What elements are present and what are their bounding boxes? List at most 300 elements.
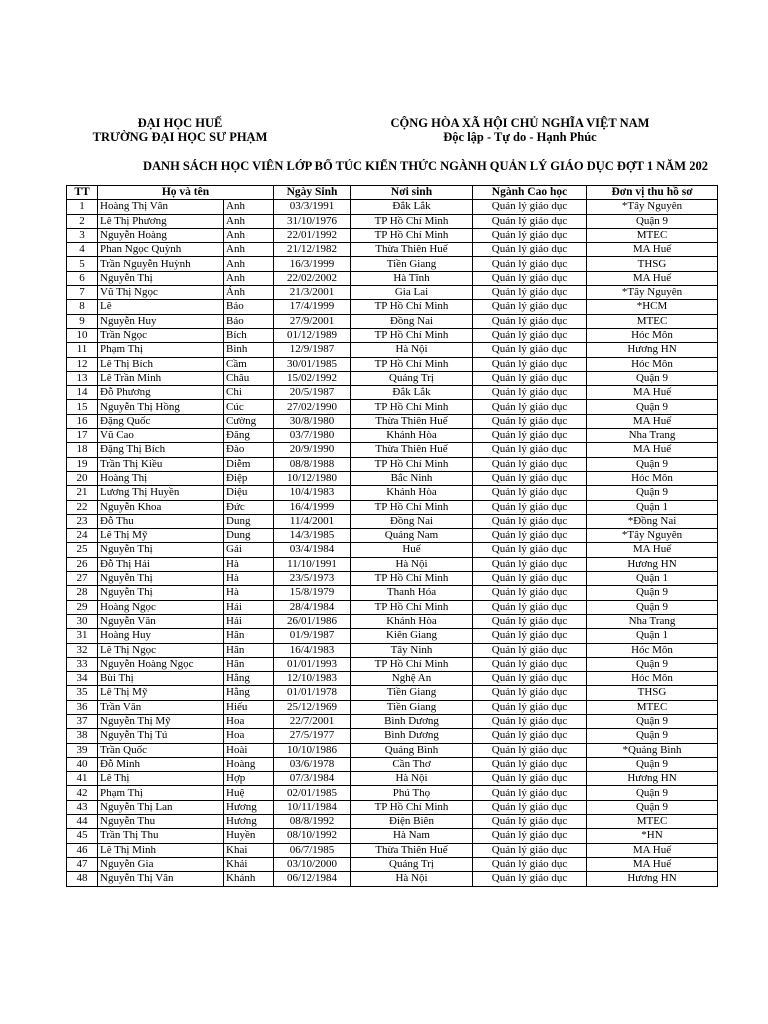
cell-given-name: Diễm bbox=[224, 457, 274, 471]
cell-birth-place: Bình Dương bbox=[351, 714, 473, 728]
university-name: ĐẠI HỌC HUẾ bbox=[137, 116, 223, 130]
cell-birth-place: Bắc Ninh bbox=[351, 471, 473, 485]
cell-unit: Quận 9 bbox=[587, 786, 718, 800]
cell-given-name: Điệp bbox=[224, 471, 274, 485]
cell-birth-place: Khánh Hòa bbox=[351, 614, 473, 628]
cell-tt: 12 bbox=[67, 357, 98, 371]
cell-birth-date: 31/10/1976 bbox=[274, 214, 351, 228]
cell-family-name: Phạm Thị bbox=[98, 786, 224, 800]
cell-birth-place: TP Hồ Chí Minh bbox=[351, 300, 473, 314]
cell-family-name: Lê Thị Mỹ bbox=[98, 686, 224, 700]
table-row bbox=[67, 429, 718, 443]
cell-unit: Quận 9 bbox=[587, 714, 718, 728]
cell-birth-place: Tiền Giang bbox=[351, 257, 473, 271]
cell-birth-date: 30/01/1985 bbox=[274, 357, 351, 371]
cell-tt: 27 bbox=[67, 572, 98, 586]
cell-family-name: Nguyễn Hoàng bbox=[98, 228, 224, 242]
cell-birth-place: TP Hồ Chí Minh bbox=[351, 400, 473, 414]
table-row bbox=[67, 557, 718, 571]
cell-birth-date: 16/4/1999 bbox=[274, 500, 351, 514]
table-row bbox=[67, 757, 718, 771]
table-row bbox=[67, 271, 718, 285]
cell-tt: 13 bbox=[67, 371, 98, 385]
table-row bbox=[67, 300, 718, 314]
cell-major: Quản lý giáo dục bbox=[473, 829, 587, 843]
cell-birth-date: 10/12/1980 bbox=[274, 471, 351, 485]
cell-birth-place: Điện Biên bbox=[351, 815, 473, 829]
cell-family-name: Phan Ngọc Quỳnh bbox=[98, 243, 224, 257]
cell-given-name: Hợp bbox=[224, 772, 274, 786]
header-tt: TT bbox=[67, 186, 98, 200]
cell-family-name: Lê Thị Minh bbox=[98, 843, 224, 857]
cell-major: Quản lý giáo dục bbox=[473, 843, 587, 857]
cell-tt: 45 bbox=[67, 829, 98, 843]
table-row bbox=[67, 600, 718, 614]
cell-unit: *Tây Nguyên bbox=[587, 529, 718, 543]
cell-major: Quản lý giáo dục bbox=[473, 672, 587, 686]
cell-major: Quản lý giáo dục bbox=[473, 572, 587, 586]
cell-family-name: Nguyễn Thị bbox=[98, 543, 224, 557]
cell-birth-date: 16/4/1983 bbox=[274, 643, 351, 657]
cell-major: Quản lý giáo dục bbox=[473, 629, 587, 643]
table-row bbox=[67, 443, 718, 457]
cell-unit: Quận 9 bbox=[587, 371, 718, 385]
cell-birth-date: 30/8/1980 bbox=[274, 414, 351, 428]
cell-unit: Quận 9 bbox=[587, 214, 718, 228]
cell-given-name: Dung bbox=[224, 514, 274, 528]
cell-tt: 35 bbox=[67, 686, 98, 700]
table-row bbox=[67, 857, 718, 871]
cell-birth-date: 16/3/1999 bbox=[274, 257, 351, 271]
cell-birth-date: 03/10/2000 bbox=[274, 857, 351, 871]
cell-unit: *Đồng Nai bbox=[587, 514, 718, 528]
cell-birth-date: 01/12/1989 bbox=[274, 328, 351, 342]
cell-tt: 40 bbox=[67, 757, 98, 771]
cell-birth-place: TP Hồ Chí Minh bbox=[351, 657, 473, 671]
cell-unit: THSG bbox=[587, 686, 718, 700]
cell-birth-date: 20/9/1990 bbox=[274, 443, 351, 457]
cell-family-name: Nguyễn Thị bbox=[98, 572, 224, 586]
cell-given-name: Hằng bbox=[224, 686, 274, 700]
cell-major: Quản lý giáo dục bbox=[473, 815, 587, 829]
cell-birth-date: 08/10/1992 bbox=[274, 829, 351, 843]
table-row bbox=[67, 514, 718, 528]
cell-given-name: Bích bbox=[224, 328, 274, 342]
cell-family-name: Phạm Thị bbox=[98, 343, 224, 357]
cell-family-name: Vũ Cao bbox=[98, 429, 224, 443]
table-row bbox=[67, 729, 718, 743]
cell-birth-place: Thanh Hóa bbox=[351, 586, 473, 600]
cell-major: Quản lý giáo dục bbox=[473, 872, 587, 886]
cell-tt: 19 bbox=[67, 457, 98, 471]
table-row bbox=[67, 414, 718, 428]
cell-family-name: Nguyễn Thị Hồng bbox=[98, 400, 224, 414]
cell-given-name: Anh bbox=[224, 214, 274, 228]
cell-family-name: Đỗ Thu bbox=[98, 514, 224, 528]
cell-major: Quản lý giáo dục bbox=[473, 786, 587, 800]
cell-tt: 7 bbox=[67, 286, 98, 300]
cell-birth-place: Cần Thơ bbox=[351, 757, 473, 771]
cell-unit: MA Huế bbox=[587, 243, 718, 257]
cell-given-name: Hải bbox=[224, 600, 274, 614]
cell-unit: *HN bbox=[587, 829, 718, 843]
cell-family-name: Nguyễn Khoa bbox=[98, 500, 224, 514]
cell-family-name: Nguyễn Thị Tú bbox=[98, 729, 224, 743]
cell-given-name: Hoàng bbox=[224, 757, 274, 771]
cell-unit: MA Huế bbox=[587, 543, 718, 557]
cell-birth-place: Quảng Trị bbox=[351, 857, 473, 871]
table-row bbox=[67, 800, 718, 814]
cell-major: Quản lý giáo dục bbox=[473, 743, 587, 757]
cell-unit: Quận 9 bbox=[587, 486, 718, 500]
header-full-name: Họ và tên bbox=[98, 186, 274, 200]
cell-unit: Nha Trang bbox=[587, 429, 718, 443]
cell-given-name: Bảo bbox=[224, 314, 274, 328]
cell-major: Quản lý giáo dục bbox=[473, 328, 587, 342]
cell-major: Quản lý giáo dục bbox=[473, 614, 587, 628]
cell-given-name: Hoa bbox=[224, 729, 274, 743]
cell-unit: MTEC bbox=[587, 228, 718, 242]
cell-birth-date: 06/7/1985 bbox=[274, 843, 351, 857]
header-birth-place: Nơi sinh bbox=[351, 186, 473, 200]
cell-birth-date: 28/4/1984 bbox=[274, 600, 351, 614]
table-row bbox=[67, 872, 718, 886]
cell-given-name: Cầm bbox=[224, 357, 274, 371]
cell-birth-date: 23/5/1973 bbox=[274, 572, 351, 586]
cell-family-name: Đặng Thị Bích bbox=[98, 443, 224, 457]
cell-family-name: Lê Thị Mỹ bbox=[98, 529, 224, 543]
cell-given-name: Ánh bbox=[224, 286, 274, 300]
cell-major: Quản lý giáo dục bbox=[473, 429, 587, 443]
cell-major: Quản lý giáo dục bbox=[473, 343, 587, 357]
table-row bbox=[67, 543, 718, 557]
cell-birth-place: Hà Nam bbox=[351, 829, 473, 843]
cell-major: Quản lý giáo dục bbox=[473, 714, 587, 728]
cell-birth-date: 03/4/1984 bbox=[274, 543, 351, 557]
cell-given-name: Anh bbox=[224, 271, 274, 285]
cell-birth-place: Thừa Thiên Huế bbox=[351, 414, 473, 428]
cell-tt: 9 bbox=[67, 314, 98, 328]
cell-unit: *HCM bbox=[587, 300, 718, 314]
cell-birth-date: 01/01/1993 bbox=[274, 657, 351, 671]
cell-major: Quản lý giáo dục bbox=[473, 586, 587, 600]
cell-given-name: Hoài bbox=[224, 743, 274, 757]
cell-unit: MA Huế bbox=[587, 857, 718, 871]
table-row bbox=[67, 228, 718, 242]
cell-given-name: Anh bbox=[224, 200, 274, 214]
table-row bbox=[67, 471, 718, 485]
cell-given-name: Đào bbox=[224, 443, 274, 457]
cell-major: Quản lý giáo dục bbox=[473, 457, 587, 471]
table-row bbox=[67, 772, 718, 786]
cell-major: Quản lý giáo dục bbox=[473, 214, 587, 228]
table-row bbox=[67, 200, 718, 214]
cell-major: Quản lý giáo dục bbox=[473, 529, 587, 543]
cell-family-name: Lê Thị Ngọc bbox=[98, 643, 224, 657]
cell-birth-date: 27/9/2001 bbox=[274, 314, 351, 328]
cell-unit: Hóc Môn bbox=[587, 672, 718, 686]
cell-birth-date: 17/4/1999 bbox=[274, 300, 351, 314]
cell-birth-date: 07/3/1984 bbox=[274, 772, 351, 786]
cell-birth-date: 01/9/1987 bbox=[274, 629, 351, 643]
cell-family-name: Trần Ngọc bbox=[98, 328, 224, 342]
cell-major: Quản lý giáo dục bbox=[473, 643, 587, 657]
cell-tt: 15 bbox=[67, 400, 98, 414]
cell-birth-place: Đồng Nai bbox=[351, 314, 473, 328]
cell-major: Quản lý giáo dục bbox=[473, 543, 587, 557]
cell-family-name: Nguyễn Văn bbox=[98, 614, 224, 628]
table-header-row bbox=[67, 186, 718, 200]
table-row bbox=[67, 643, 718, 657]
table-row bbox=[67, 686, 718, 700]
cell-given-name: Bảo bbox=[224, 300, 274, 314]
cell-birth-place: Hà Tĩnh bbox=[351, 271, 473, 285]
cell-birth-place: Quảng Trị bbox=[351, 371, 473, 385]
table-row bbox=[67, 629, 718, 643]
cell-family-name: Lê bbox=[98, 300, 224, 314]
cell-family-name: Hoàng Huy bbox=[98, 629, 224, 643]
cell-birth-date: 15/8/1979 bbox=[274, 586, 351, 600]
cell-given-name: Diệu bbox=[224, 486, 274, 500]
cell-unit: THSG bbox=[587, 257, 718, 271]
cell-birth-place: Kiên Giang bbox=[351, 629, 473, 643]
cell-major: Quản lý giáo dục bbox=[473, 486, 587, 500]
cell-major: Quản lý giáo dục bbox=[473, 228, 587, 242]
cell-birth-place: Hà Nội bbox=[351, 872, 473, 886]
cell-tt: 44 bbox=[67, 815, 98, 829]
cell-birth-date: 20/5/1987 bbox=[274, 386, 351, 400]
cell-major: Quản lý giáo dục bbox=[473, 300, 587, 314]
cell-birth-place: TP Hồ Chí Minh bbox=[351, 500, 473, 514]
cell-given-name: Huyền bbox=[224, 829, 274, 843]
table-row bbox=[67, 672, 718, 686]
cell-given-name: Châu bbox=[224, 371, 274, 385]
cell-major: Quản lý giáo dục bbox=[473, 314, 587, 328]
cell-major: Quản lý giáo dục bbox=[473, 557, 587, 571]
cell-birth-date: 01/01/1978 bbox=[274, 686, 351, 700]
table-body bbox=[67, 200, 718, 886]
cell-family-name: Trần Văn bbox=[98, 700, 224, 714]
cell-major: Quản lý giáo dục bbox=[473, 500, 587, 514]
cell-birth-date: 22/7/2001 bbox=[274, 714, 351, 728]
cell-major: Quản lý giáo dục bbox=[473, 243, 587, 257]
cell-given-name: Hằng bbox=[224, 672, 274, 686]
cell-tt: 37 bbox=[67, 714, 98, 728]
cell-tt: 34 bbox=[67, 672, 98, 686]
student-roster-table bbox=[66, 185, 718, 887]
cell-given-name: Gái bbox=[224, 543, 274, 557]
table-row bbox=[67, 815, 718, 829]
cell-birth-place: Thừa Thiên Huế bbox=[351, 243, 473, 257]
cell-family-name: Trần Thị Thu bbox=[98, 829, 224, 843]
cell-given-name: Cúc bbox=[224, 400, 274, 414]
cell-birth-date: 26/01/1986 bbox=[274, 614, 351, 628]
cell-unit: MA Huế bbox=[587, 843, 718, 857]
cell-major: Quản lý giáo dục bbox=[473, 257, 587, 271]
document-title: DANH SÁCH HỌC VIÊN LỚP BỔ TÚC KIẾN THỨC NGÀNH QUẢN LÝ GIÁO DỤC ĐỢT 1 NĂM 202 bbox=[143, 159, 708, 173]
cell-tt: 4 bbox=[67, 243, 98, 257]
table-row bbox=[67, 843, 718, 857]
table-row bbox=[67, 829, 718, 843]
cell-given-name: Hương bbox=[224, 800, 274, 814]
cell-family-name: Trần Nguyễn Huỳnh bbox=[98, 257, 224, 271]
cell-tt: 43 bbox=[67, 800, 98, 814]
cell-unit: Hóc Môn bbox=[587, 643, 718, 657]
cell-family-name: Lê Thị bbox=[98, 772, 224, 786]
cell-tt: 29 bbox=[67, 600, 98, 614]
cell-major: Quản lý giáo dục bbox=[473, 600, 587, 614]
table-row bbox=[67, 371, 718, 385]
cell-birth-place: Hà Nội bbox=[351, 343, 473, 357]
cell-major: Quản lý giáo dục bbox=[473, 271, 587, 285]
cell-given-name: Hà bbox=[224, 572, 274, 586]
cell-birth-date: 21/12/1982 bbox=[274, 243, 351, 257]
cell-major: Quản lý giáo dục bbox=[473, 357, 587, 371]
table-row bbox=[67, 314, 718, 328]
table-row bbox=[67, 500, 718, 514]
cell-unit: MTEC bbox=[587, 815, 718, 829]
cell-major: Quản lý giáo dục bbox=[473, 471, 587, 485]
school-name: TRƯỜNG ĐẠI HỌC SƯ PHẠM bbox=[92, 130, 268, 144]
cell-major: Quản lý giáo dục bbox=[473, 514, 587, 528]
table-row bbox=[67, 614, 718, 628]
cell-birth-date: 27/02/1990 bbox=[274, 400, 351, 414]
cell-family-name: Trần Quốc bbox=[98, 743, 224, 757]
cell-unit: Hương HN bbox=[587, 557, 718, 571]
cell-tt: 22 bbox=[67, 500, 98, 514]
cell-family-name: Đỗ Phương bbox=[98, 386, 224, 400]
cell-given-name: Hà bbox=[224, 586, 274, 600]
cell-tt: 25 bbox=[67, 543, 98, 557]
cell-birth-place: Đắk Lắk bbox=[351, 200, 473, 214]
cell-birth-date: 22/02/2002 bbox=[274, 271, 351, 285]
cell-family-name: Hoàng Thị bbox=[98, 471, 224, 485]
cell-tt: 14 bbox=[67, 386, 98, 400]
cell-birth-date: 21/3/2001 bbox=[274, 286, 351, 300]
cell-unit: Quận 1 bbox=[587, 572, 718, 586]
cell-unit: Hóc Môn bbox=[587, 471, 718, 485]
cell-unit: MTEC bbox=[587, 700, 718, 714]
cell-birth-place: TP Hồ Chí Minh bbox=[351, 357, 473, 371]
cell-given-name: Hoa bbox=[224, 714, 274, 728]
cell-family-name: Hoàng Ngọc bbox=[98, 600, 224, 614]
cell-birth-place: Hà Nội bbox=[351, 772, 473, 786]
cell-major: Quản lý giáo dục bbox=[473, 800, 587, 814]
cell-tt: 39 bbox=[67, 743, 98, 757]
cell-family-name: Lê Thị Phương bbox=[98, 214, 224, 228]
cell-unit: Hóc Môn bbox=[587, 357, 718, 371]
cell-birth-place: Tiền Giang bbox=[351, 700, 473, 714]
cell-tt: 42 bbox=[67, 786, 98, 800]
cell-family-name: Bùi Thị bbox=[98, 672, 224, 686]
cell-birth-place: TP Hồ Chí Minh bbox=[351, 600, 473, 614]
cell-birth-date: 08/8/1992 bbox=[274, 815, 351, 829]
cell-unit: Quận 9 bbox=[587, 729, 718, 743]
cell-tt: 47 bbox=[67, 857, 98, 871]
cell-family-name: Đỗ Minh bbox=[98, 757, 224, 771]
cell-major: Quản lý giáo dục bbox=[473, 772, 587, 786]
cell-tt: 6 bbox=[67, 271, 98, 285]
cell-birth-date: 10/11/1984 bbox=[274, 800, 351, 814]
cell-tt: 21 bbox=[67, 486, 98, 500]
cell-tt: 3 bbox=[67, 228, 98, 242]
cell-family-name: Vũ Thị Ngọc bbox=[98, 286, 224, 300]
cell-tt: 10 bbox=[67, 328, 98, 342]
cell-tt: 16 bbox=[67, 414, 98, 428]
table-row bbox=[67, 243, 718, 257]
cell-family-name: Hoàng Thị Vân bbox=[98, 200, 224, 214]
cell-family-name: Nguyễn Thị Lan bbox=[98, 800, 224, 814]
cell-unit: Quận 9 bbox=[587, 400, 718, 414]
cell-birth-place: Hà Nội bbox=[351, 557, 473, 571]
cell-given-name: Hà bbox=[224, 557, 274, 571]
cell-family-name: Trần Thị Kiều bbox=[98, 457, 224, 471]
cell-given-name: Hân bbox=[224, 629, 274, 643]
cell-unit: *Tây Nguyên bbox=[587, 200, 718, 214]
cell-family-name: Nguyễn Thị Mỹ bbox=[98, 714, 224, 728]
cell-major: Quản lý giáo dục bbox=[473, 657, 587, 671]
cell-birth-place: TP Hồ Chí Minh bbox=[351, 457, 473, 471]
cell-family-name: Nguyễn Hoàng Ngọc bbox=[98, 657, 224, 671]
cell-major: Quản lý giáo dục bbox=[473, 686, 587, 700]
cell-unit: Quận 9 bbox=[587, 757, 718, 771]
cell-tt: 18 bbox=[67, 443, 98, 457]
cell-family-name: Nguyễn Huy bbox=[98, 314, 224, 328]
cell-unit: Quận 9 bbox=[587, 657, 718, 671]
national-motto: Độc lập - Tự do - Hạnh Phúc bbox=[443, 130, 597, 144]
cell-birth-date: 14/3/1985 bbox=[274, 529, 351, 543]
cell-birth-place: Tây Ninh bbox=[351, 643, 473, 657]
cell-birth-date: 06/12/1984 bbox=[274, 872, 351, 886]
cell-birth-date: 25/12/1969 bbox=[274, 700, 351, 714]
cell-given-name: Hương bbox=[224, 815, 274, 829]
cell-tt: 28 bbox=[67, 586, 98, 600]
cell-tt: 20 bbox=[67, 471, 98, 485]
cell-birth-place: TP Hồ Chí Minh bbox=[351, 572, 473, 586]
cell-tt: 17 bbox=[67, 429, 98, 443]
cell-tt: 41 bbox=[67, 772, 98, 786]
cell-tt: 26 bbox=[67, 557, 98, 571]
cell-major: Quản lý giáo dục bbox=[473, 414, 587, 428]
cell-unit: MA Huế bbox=[587, 271, 718, 285]
cell-birth-place: Quảng Nam bbox=[351, 529, 473, 543]
cell-birth-place: Khánh Hòa bbox=[351, 429, 473, 443]
cell-tt: 11 bbox=[67, 343, 98, 357]
cell-birth-place: TP Hồ Chí Minh bbox=[351, 800, 473, 814]
table-row bbox=[67, 457, 718, 471]
table-row bbox=[67, 328, 718, 342]
header-unit: Đơn vị thu hồ sơ bbox=[587, 186, 718, 200]
cell-given-name: Khánh bbox=[224, 872, 274, 886]
cell-tt: 2 bbox=[67, 214, 98, 228]
cell-tt: 46 bbox=[67, 843, 98, 857]
cell-birth-date: 10/10/1986 bbox=[274, 743, 351, 757]
table-row bbox=[67, 743, 718, 757]
table-row bbox=[67, 400, 718, 414]
cell-given-name: Cường bbox=[224, 414, 274, 428]
cell-given-name: Khai bbox=[224, 843, 274, 857]
cell-birth-date: 11/4/2001 bbox=[274, 514, 351, 528]
table-row bbox=[67, 786, 718, 800]
cell-major: Quản lý giáo dục bbox=[473, 286, 587, 300]
header-major: Ngành Cao học bbox=[473, 186, 587, 200]
cell-major: Quản lý giáo dục bbox=[473, 757, 587, 771]
cell-major: Quản lý giáo dục bbox=[473, 400, 587, 414]
table-row bbox=[67, 529, 718, 543]
cell-family-name: Nguyễn Thu bbox=[98, 815, 224, 829]
table-row bbox=[67, 714, 718, 728]
cell-family-name: Lê Trần Minh bbox=[98, 371, 224, 385]
